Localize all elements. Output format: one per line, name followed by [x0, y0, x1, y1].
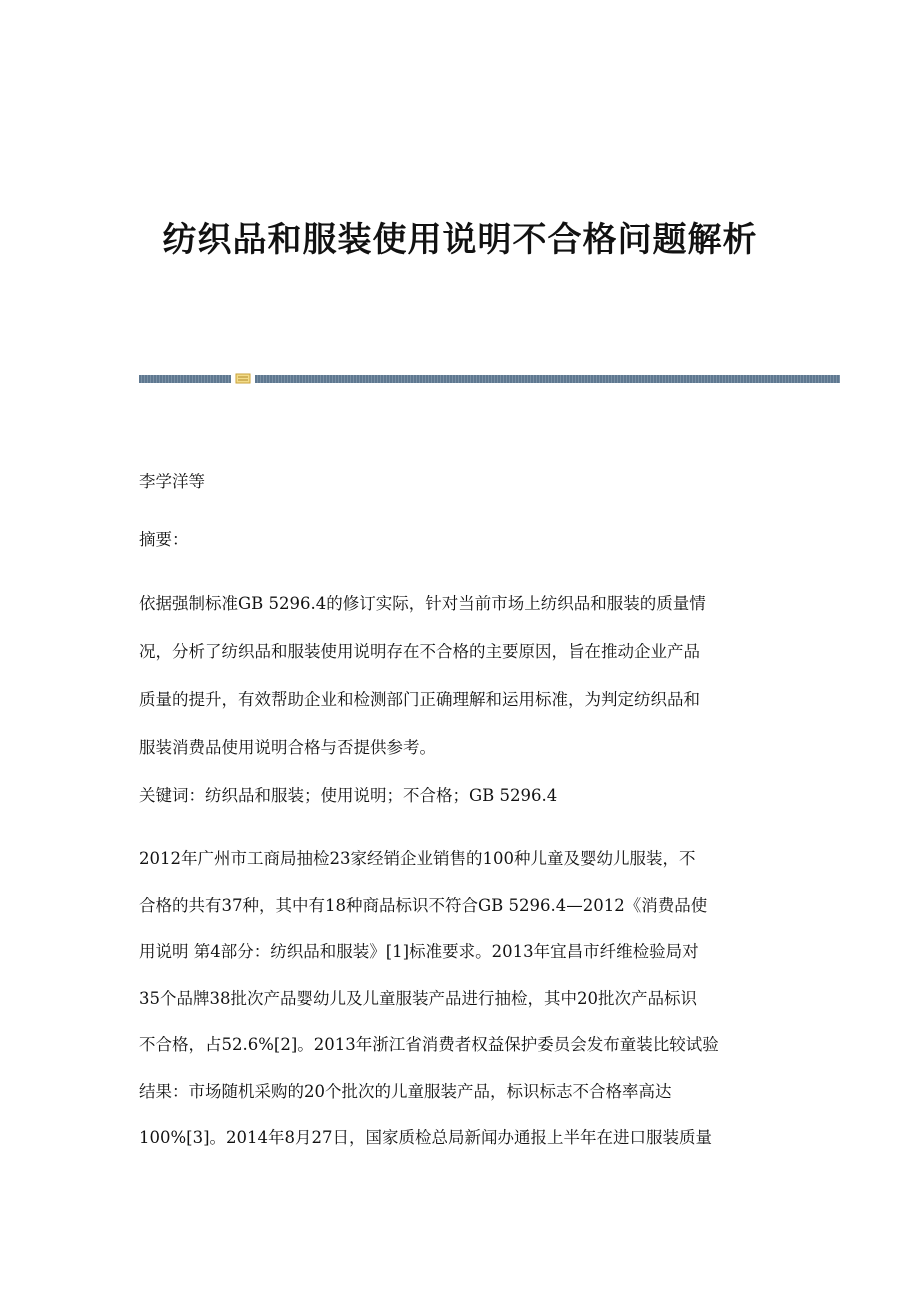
author-line: 李学洋等	[139, 472, 205, 491]
divider-bar-right	[255, 375, 840, 383]
abstract-line: 服装消费品使用说明合格与否提供参考。	[139, 738, 436, 757]
keywords-line: 关键词：纺织品和服装；使用说明；不合格；GB 5296.4	[139, 786, 558, 805]
body-line: 结果：市场随机采购的20个批次的儿童服装产品，标识标志不合格率高达	[139, 1081, 672, 1101]
divider-bar-left	[139, 375, 231, 383]
divider-ornament-icon	[235, 373, 251, 384]
body-line: 合格的共有37种，其中有18种商品标识不符合GB 5296.4—2012《消费品使	[139, 895, 708, 915]
body-line: 2012年广州市工商局抽检23家经销企业销售的100种儿童及婴幼儿服装，不	[139, 849, 696, 868]
abstract-label: 摘要：	[139, 530, 189, 549]
abstract-paragraph	[139, 580, 799, 772]
abstract-line: 况，分析了纺织品和服装使用说明存在不合格的主要原因，旨在推动企业产品	[139, 642, 700, 661]
abstract-line: 依据强制标准GB 5296.4的修订实际，针对当前市场上纺织品和服装的质量情	[139, 594, 706, 613]
body-line: 用说明 第4部分：纺织品和服装》[1]标准要求。2013年宜昌市纤维检验局对	[139, 942, 699, 961]
abstract-line: 质量的提升，有效帮助企业和检测部门正确理解和运用标准，为判定纺织品和	[139, 690, 700, 709]
body-line: 100%[3]。2014年8月27日，国家质检总局新闻办通报上半年在进口服装质量	[139, 1128, 713, 1147]
body-line: 35个品牌38批次产品婴幼儿及儿童服装产品进行抽检，其中20批次产品标识	[139, 988, 697, 1008]
body-line: 不合格，占52.6%[2]。2013年浙江省消费者权益保护委员会发布童装比较试验	[139, 1035, 719, 1054]
body-paragraph	[139, 836, 799, 1162]
document-title: 纺织品和服装使用说明不合格问题解析	[162, 220, 758, 260]
title-divider	[139, 375, 840, 383]
